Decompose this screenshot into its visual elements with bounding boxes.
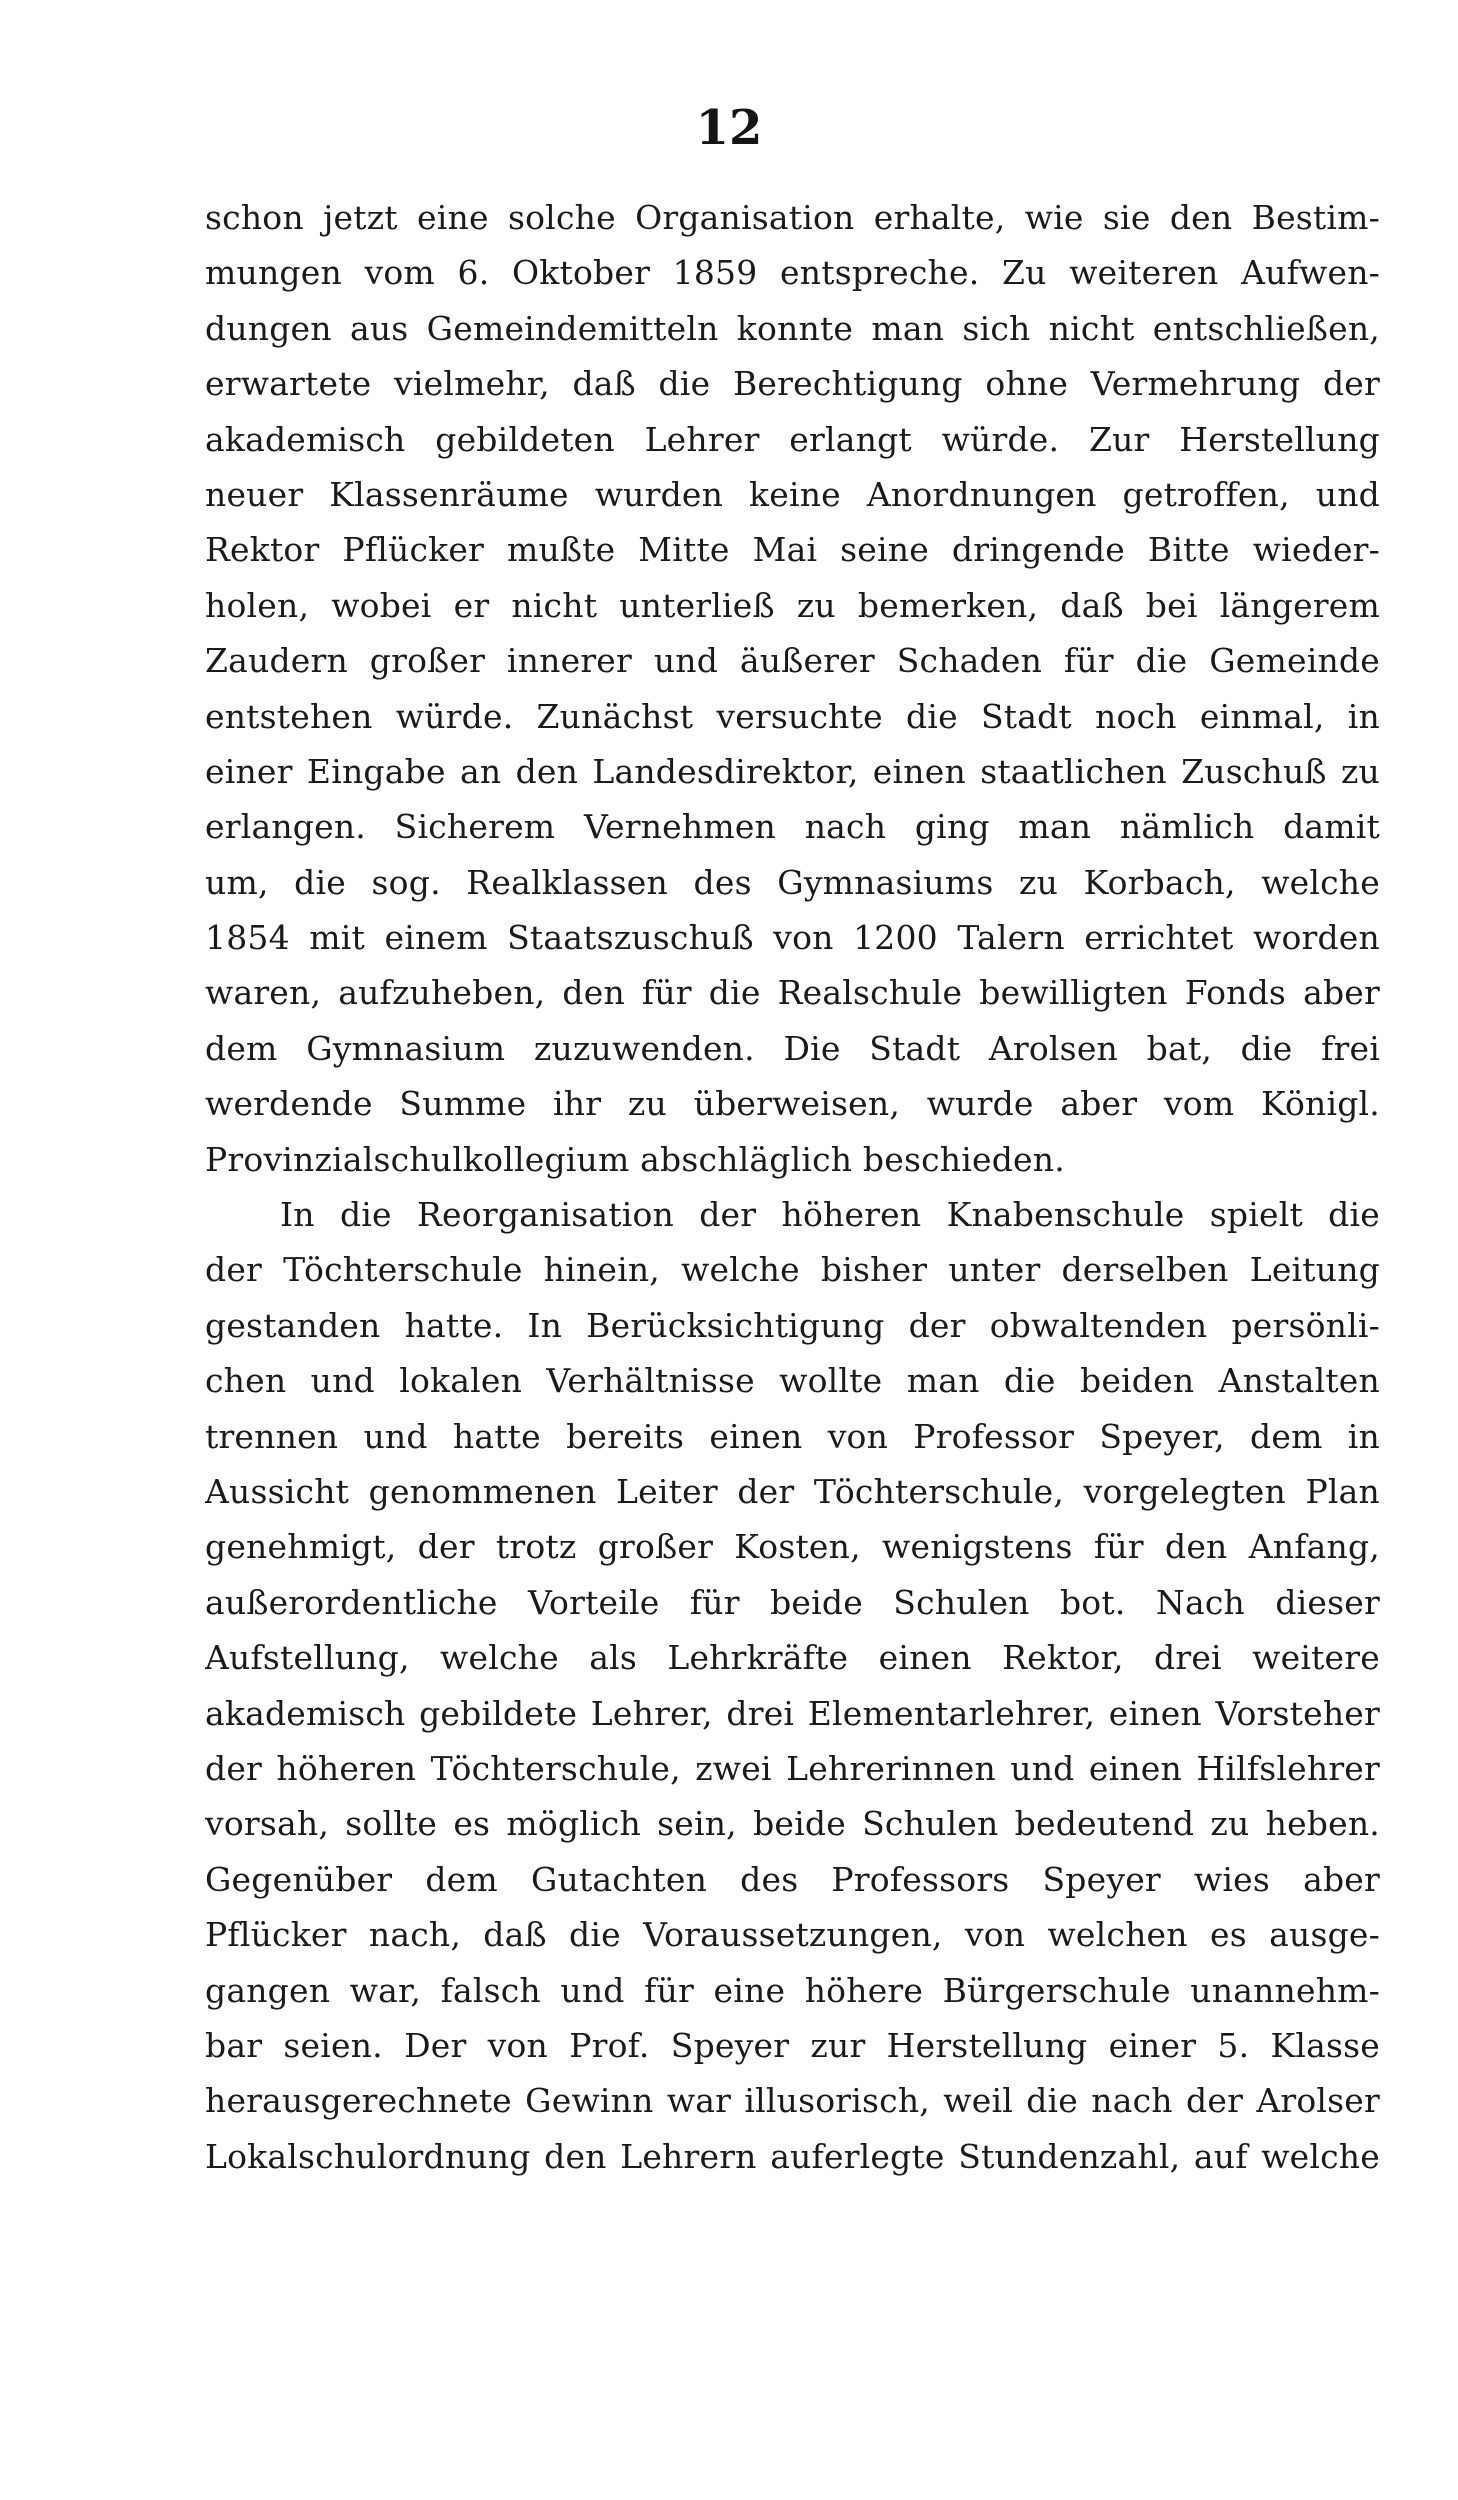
text-line: akademisch gebildete Lehrer, drei Elementarlehrer, einen Vorsteher (205, 1693, 1380, 1733)
text-line: dungen aus Gemeindemitteln konnte man sich nicht entschließen, (205, 308, 1380, 348)
text-line: mungen vom 6. Oktober 1859 entspreche. Zu weiteren Aufwen- (205, 253, 1380, 293)
text-line: Lokalschulordnung den Lehrern auferlegte Stundenzahl, auf welche (205, 2136, 1380, 2176)
text-line: Aussicht genommenen Leiter der Töchterschule, vorgelegten Plan (205, 1471, 1380, 1511)
text-line: Zaudern großer innerer und äußerer Schaden für die Gemeinde (205, 641, 1380, 681)
text-line: Provinzialschulkollegium abschläglich beschieden. (205, 1139, 1065, 1179)
text-line: akademisch gebildeten Lehrer erlangt würde. Zur Herstellung (205, 419, 1380, 459)
text-line: Rektor Pflücker mußte Mitte Mai seine dringende Bitte wieder- (205, 530, 1380, 570)
text-line: Aufstellung, welche als Lehrkräfte einen Rektor, drei weitere (205, 1638, 1380, 1678)
text-line: gangen war, falsch und für eine höhere Bürgerschule unannehm- (205, 1970, 1380, 2010)
text-line: chen und lokalen Verhältnisse wollte man die beiden Anstalten (205, 1361, 1380, 1401)
text-line: der höheren Töchterschule, zwei Lehrerinnen und einen Hilfslehrer (205, 1748, 1380, 1788)
text-line: einer Eingabe an den Landesdirektor, einen staatlichen Zuschuß zu (205, 751, 1380, 791)
text-line: vorsah, sollte es möglich sein, beide Schulen bedeutend zu heben. (205, 1804, 1380, 1844)
text-line: Gegenüber dem Gutachten des Professors Speyer wies aber (205, 1859, 1380, 1899)
text-line: entstehen würde. Zunächst versuchte die Stadt noch einmal, in (205, 696, 1380, 736)
text-line: erlangen. Sicherem Vernehmen nach ging man nämlich damit (205, 807, 1380, 847)
text-line: schon jetzt eine solche Organisation erhalte, wie sie den Bestim- (205, 198, 1380, 237)
text-line: trennen und hatte bereits einen von Professor Speyer, dem in (205, 1416, 1380, 1456)
text-line: 1854 mit einem Staatszuschuß von 1200 Talern errichtet worden (205, 918, 1380, 958)
text-line: gestanden hatte. In Berücksichtigung der obwaltenden persönli- (205, 1305, 1380, 1345)
text-line: der Töchterschule hinein, welche bisher unter derselben Leitung (205, 1250, 1380, 1290)
text-line: waren, aufzuheben, den für die Realschule bewilligten Fonds aber (205, 973, 1380, 1013)
text-line: In die Reorganisation der höheren Knabenschule spielt die (280, 1195, 1380, 1235)
text-line: dem Gymnasium zuzuwenden. Die Stadt Arolsen bat, die frei (205, 1028, 1380, 1068)
text-line: um, die sog. Realklassen des Gymnasiums zu Korbach, welche (205, 862, 1380, 902)
page-number: 12 (695, 100, 763, 156)
text-line: bar seien. Der von Prof. Speyer zur Herstellung einer 5. Klasse (205, 2025, 1380, 2065)
text-line: werdende Summe ihr zu überweisen, wurde aber vom Königl. (205, 1084, 1380, 1124)
text-line: holen, wobei er nicht unterließ zu bemerken, daß bei längerem (205, 585, 1380, 625)
text-line: herausgerechnete Gewinn war illusorisch, weil die nach der Arolser (205, 2081, 1380, 2121)
text-line: erwartete vielmehr, daß die Berechtigung ohne Vermehrung der (205, 364, 1380, 404)
text-line: außerordentliche Vorteile für beide Schulen bot. Nach dieser (205, 1582, 1380, 1622)
body-text (205, 190, 1380, 2184)
text-line: neuer Klassenräume wurden keine Anordnungen getroffen, und (205, 474, 1380, 514)
text-line: genehmigt, der trotz großer Kosten, wenigstens für den Anfang, (205, 1527, 1380, 1567)
text-line: Pflücker nach, daß die Voraussetzungen, von welchen es ausge- (205, 1915, 1380, 1955)
